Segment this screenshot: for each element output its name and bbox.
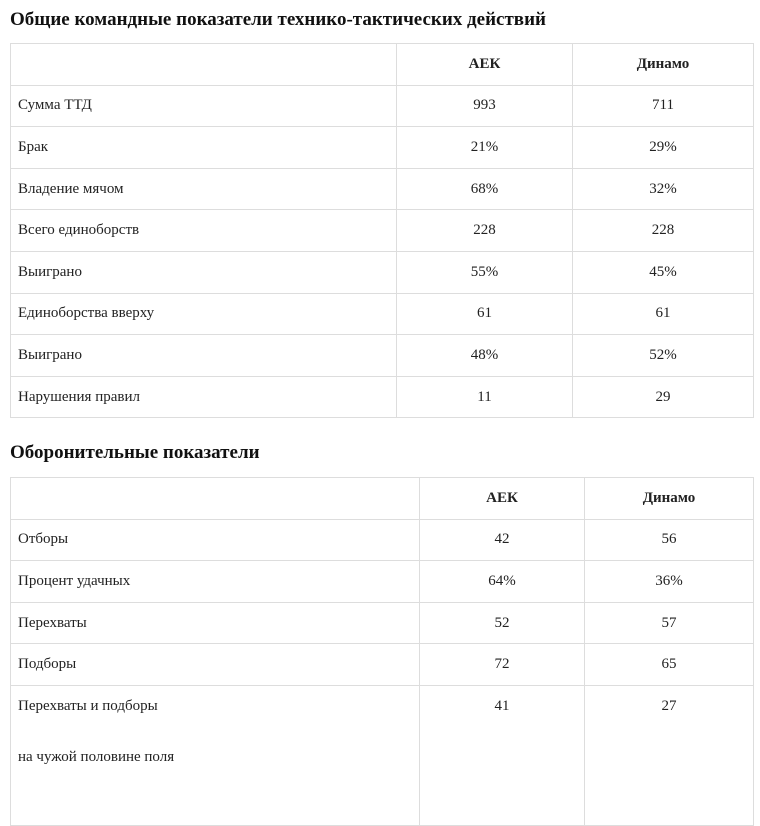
dinamo-value: 45% [573,251,754,293]
aek-value: 41 [420,685,585,825]
table-row [11,127,754,169]
row-label: Выиграно [11,251,397,293]
table-row [11,602,754,644]
table-row [11,85,754,127]
row-label: Владение мячом [11,168,397,210]
aek-value: 11 [397,376,573,418]
row-label-main: Перехваты и подборы [18,697,158,714]
header-dinamo: Динамо [585,478,754,520]
dinamo-value: 29% [573,127,754,169]
header-empty [11,478,420,520]
aek-value: 52 [420,602,585,644]
aek-value: 61 [397,293,573,335]
team-stats-table [10,43,754,418]
aek-value: 228 [397,210,573,252]
aek-value: 68% [397,168,573,210]
table-row [11,644,754,686]
row-label: Сумма ТТД [11,85,397,127]
defensive-stats-title: Оборонительные показатели [10,442,260,463]
row-label: Всего единоборств [11,210,397,252]
table-header-row [11,478,754,520]
table-row [11,335,754,377]
table-header-row [11,44,754,86]
row-label: Единоборства вверху [11,293,397,335]
defensive-stats-table [10,477,754,826]
aek-value: 48% [397,335,573,377]
dinamo-value: 228 [573,210,754,252]
table-row [11,251,754,293]
dinamo-value: 32% [573,168,754,210]
row-label: Подборы [11,644,420,686]
dinamo-value: 57 [585,602,754,644]
row-label [11,685,420,825]
row-label: Процент удачных [11,561,420,603]
aek-value: 21% [397,127,573,169]
header-empty [11,44,397,86]
dinamo-value: 61 [573,293,754,335]
dinamo-value: 56 [585,519,754,561]
table-row [11,376,754,418]
row-label: Выиграно [11,335,397,377]
dinamo-value: 52% [573,335,754,377]
dinamo-value: 711 [573,85,754,127]
aek-value: 55% [397,251,573,293]
team-stats-title: Общие командные показатели технико-тактических действий [10,9,546,30]
row-label: Брак [11,127,397,169]
aek-value: 993 [397,85,573,127]
table-row [11,519,754,561]
dinamo-value: 27 [585,685,754,825]
table-row [11,210,754,252]
dinamo-value: 65 [585,644,754,686]
table-row [11,561,754,603]
header-dinamo: Динамо [573,44,754,86]
dinamo-value: 36% [585,561,754,603]
row-label: Перехваты [11,602,420,644]
dinamo-value: 29 [573,376,754,418]
aek-value: 42 [420,519,585,561]
header-aek: АЕК [420,478,585,520]
table-row [11,685,754,825]
row-label-sub: на чужой половине поля [18,748,175,765]
header-aek: АЕК [397,44,573,86]
aek-value: 72 [420,644,585,686]
row-label: Нарушения правил [11,376,397,418]
aek-value: 64% [420,561,585,603]
table-row [11,293,754,335]
table-row [11,168,754,210]
row-label: Отборы [11,519,420,561]
